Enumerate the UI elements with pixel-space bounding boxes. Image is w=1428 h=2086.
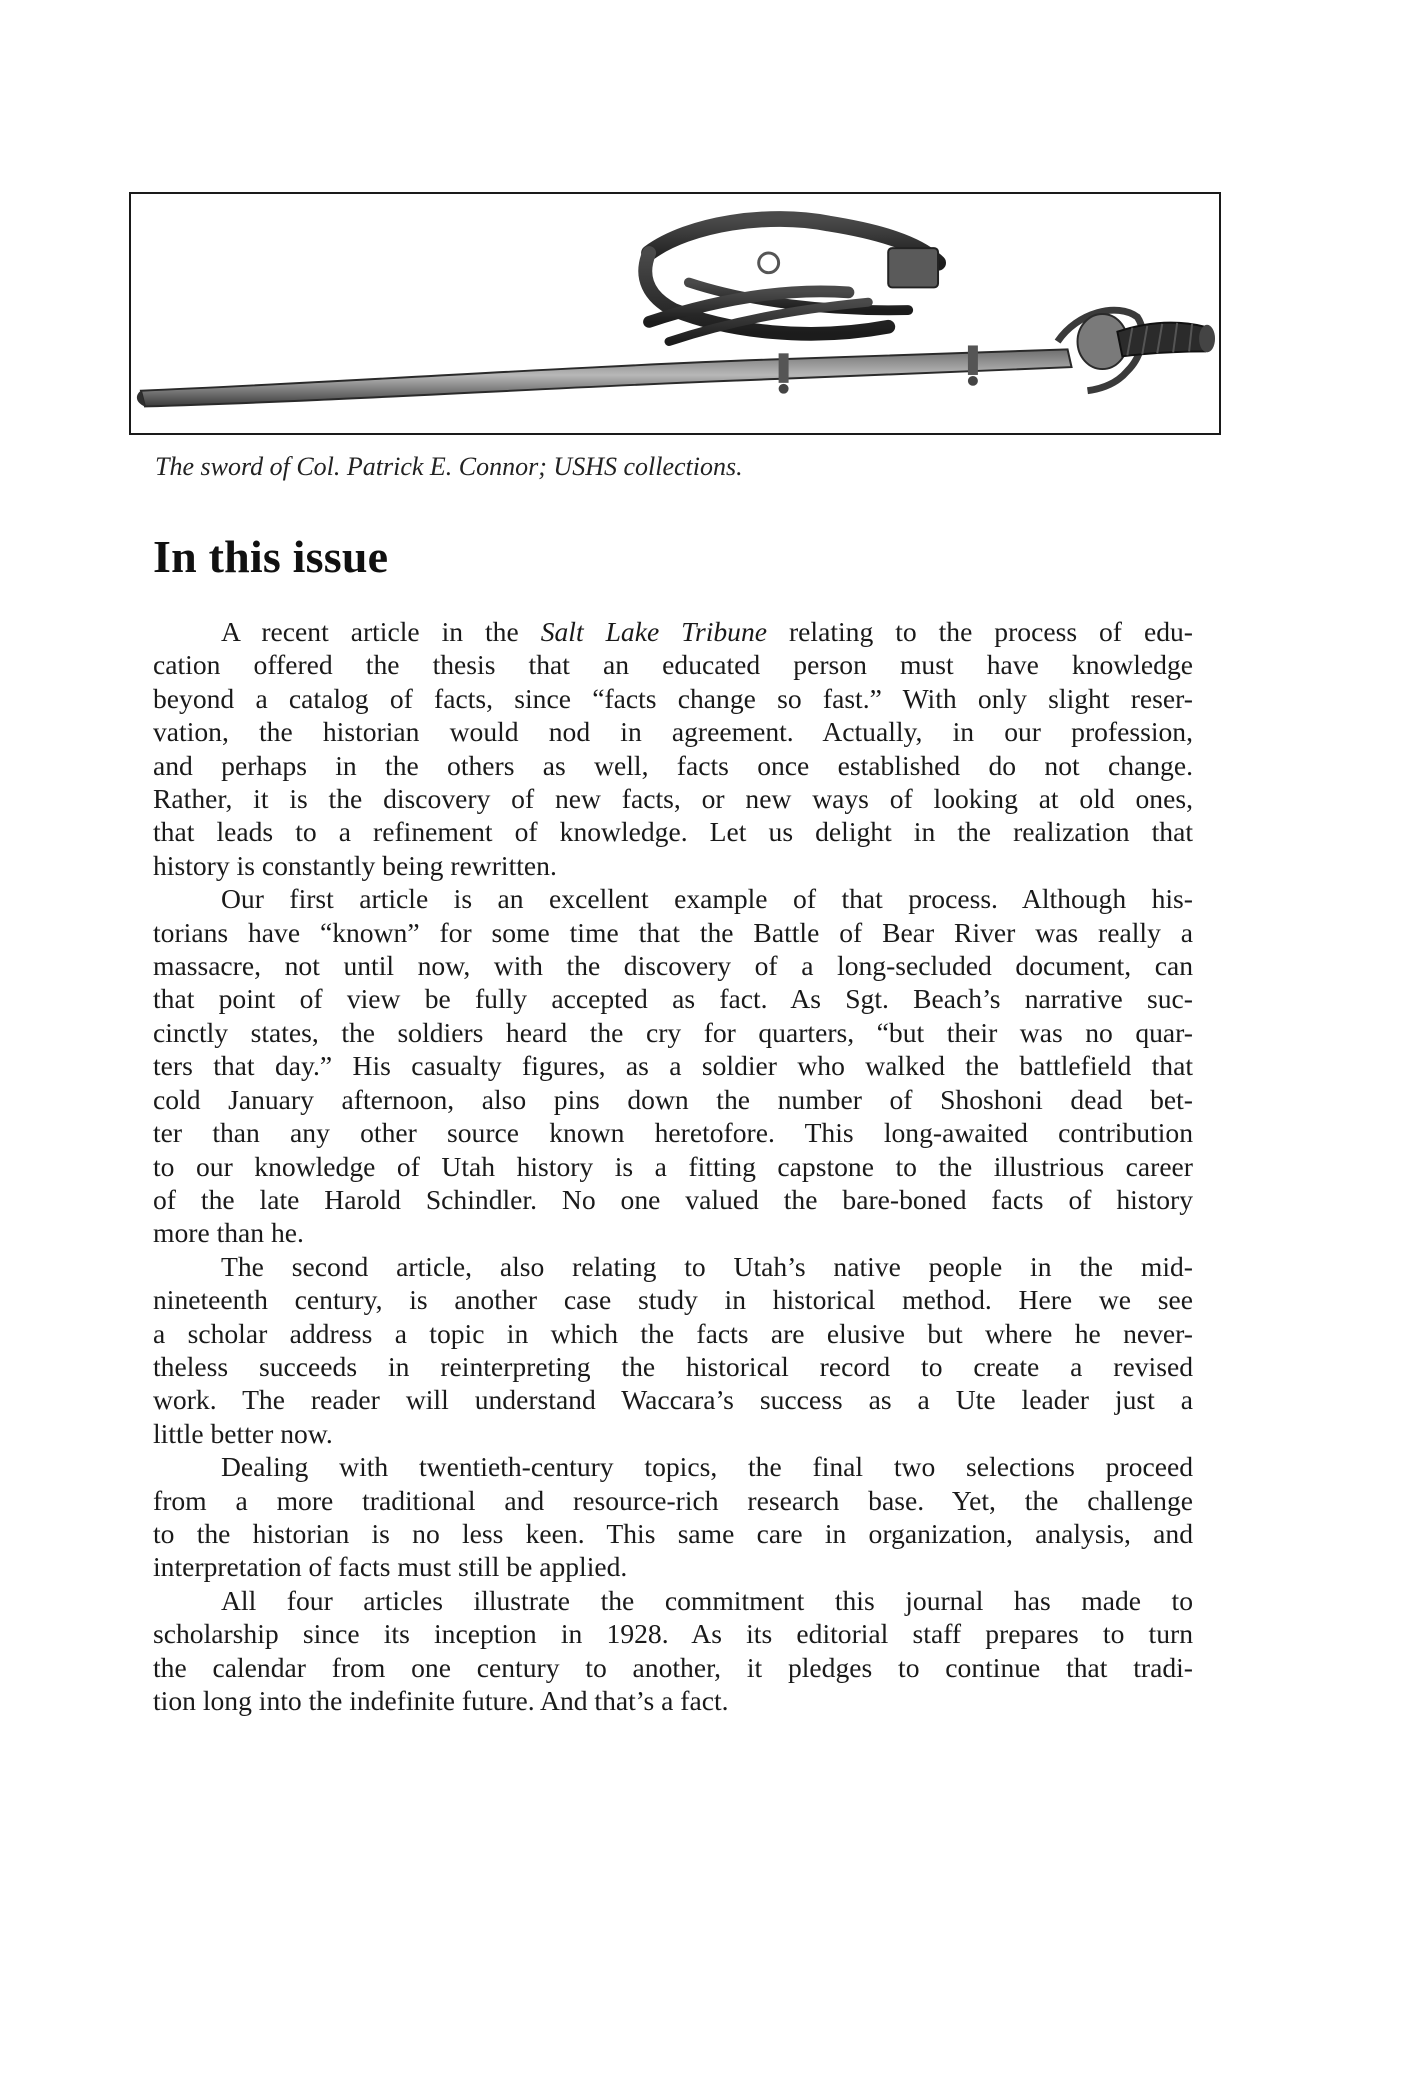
text-run: cation offered the thesis that an educated person must have knowledge [153, 649, 1193, 681]
text-line [153, 782, 1193, 815]
text-run: more than he. [153, 1217, 304, 1249]
text-run: A recent article in the [221, 616, 541, 647]
text-line [153, 1651, 1193, 1684]
text-run: that point of view be fully accepted as fact. As Sgt. Beach’s narrative suc- [153, 983, 1193, 1015]
text-run: ter than any other source known heretofore. This long-awaited contribution [153, 1117, 1193, 1149]
text-line [153, 1617, 1193, 1650]
text-run: from a more traditional and resource-rich research base. Yet, the challenge [153, 1484, 1193, 1516]
text-run: cinctly states, the soldiers heard the cry for quarters, “but their was no quar- [153, 1016, 1193, 1048]
figure-caption: The sword of Col. Patrick E. Connor; USHS collections. [155, 452, 743, 481]
text-run: the calendar from one century to another, it pledges to continue that tradi- [153, 1651, 1193, 1683]
text-line [153, 1016, 1193, 1049]
text-line [153, 1183, 1193, 1216]
paragraph [153, 882, 1193, 1249]
paragraph [153, 615, 1193, 882]
text-run: vation, the historian would nod in agreement. Actually, in our profession, [153, 716, 1193, 748]
section-heading: In this issue [153, 531, 389, 582]
text-run: of the late Harold Schindler. No one valued the bare-boned facts of history [153, 1183, 1193, 1215]
text-run: torians have “known” for some time that the Battle of Bear River was really a [153, 916, 1193, 948]
text-run: and perhaps in the others as well, facts once established do not change. [153, 749, 1193, 781]
text-run: cold January afternoon, also pins down the number of Shoshoni dead bet- [153, 1083, 1193, 1115]
paragraph [153, 1250, 1193, 1450]
text-line [153, 648, 1193, 681]
text-run: interpretation of facts must still be applied. [153, 1551, 628, 1583]
sword-photo [129, 192, 1221, 435]
text-run: to our knowledge of Utah history is a fitting capstone to the illustrious career [153, 1150, 1193, 1182]
text-run: history is constantly being rewritten. [153, 849, 557, 881]
text-line [153, 1116, 1193, 1149]
text-run: Dealing with twentieth-century topics, the final two selections proceed [221, 1451, 1193, 1483]
text-line [153, 1049, 1193, 1082]
text-line [153, 1584, 1193, 1617]
text-line [153, 1350, 1193, 1383]
text-line [153, 682, 1193, 715]
text-line [153, 849, 1193, 882]
text-line [153, 1083, 1193, 1116]
text-run: massacre, not until now, with the discovery of a long-secluded document, can [153, 950, 1193, 982]
text-run: tion long into the indefinite future. And that’s a fact. [153, 1685, 729, 1716]
text-run: relating to the process of edu- [767, 616, 1193, 647]
text-line [153, 916, 1193, 949]
text-run: little better now. [153, 1417, 333, 1449]
text-line [153, 815, 1193, 848]
text-line [153, 1550, 1193, 1583]
text-line [153, 882, 1193, 915]
text-run: beyond a catalog of facts, since “facts change so fast.” With only slight reser- [153, 682, 1193, 714]
text-run: scholarship since its inception in 1928. As its editorial staff prepares to turn [153, 1618, 1193, 1650]
text-line [153, 1484, 1193, 1517]
text-line [153, 982, 1193, 1015]
text-run: All four articles illustrate the commitment this journal has made to [221, 1584, 1193, 1616]
text-run: Our first article is an excellent example of that process. Although his- [221, 883, 1193, 915]
text-run: nineteenth century, is another case study in historical method. Here we see [153, 1284, 1193, 1316]
text-line [153, 1150, 1193, 1183]
text-line [153, 949, 1193, 982]
text-run: Rather, it is the discovery of new facts, or new ways of looking at old ones, [153, 783, 1193, 815]
text-run: ters that day.” His casualty figures, as a soldier who walked the battlefield that [153, 1050, 1193, 1082]
text-line [153, 1283, 1193, 1316]
text-line [153, 615, 1193, 648]
text-run: theless succeeds in reinterpreting the historical record to create a revised [153, 1350, 1193, 1382]
paragraph [153, 1584, 1193, 1718]
text-line [153, 1517, 1193, 1550]
text-line [153, 1450, 1193, 1483]
text-line [153, 1684, 1193, 1717]
paragraph [153, 1450, 1193, 1584]
text-line [153, 1417, 1193, 1450]
text-line [153, 1216, 1193, 1249]
text-run: a scholar address a topic in which the facts are elusive but where he never- [153, 1317, 1193, 1349]
text-line [153, 1317, 1193, 1350]
text-run: to the historian is no less keen. This same care in organization, analysis, and [153, 1517, 1193, 1549]
text-run: The second article, also relating to Utah’s native people in the mid- [221, 1250, 1193, 1282]
text-run: that leads to a refinement of knowledge. Let us delight in the realization that [153, 816, 1193, 848]
text-line [153, 715, 1193, 748]
article-body [153, 615, 1193, 1717]
italic-title: Salt Lake Tribune [540, 616, 768, 647]
text-line [153, 1383, 1193, 1416]
text-line [153, 1250, 1193, 1283]
sword-illustration [131, 194, 1219, 433]
text-run: work. The reader will understand Waccara’s success as a Ute leader just a [153, 1384, 1193, 1416]
text-line [153, 749, 1193, 782]
